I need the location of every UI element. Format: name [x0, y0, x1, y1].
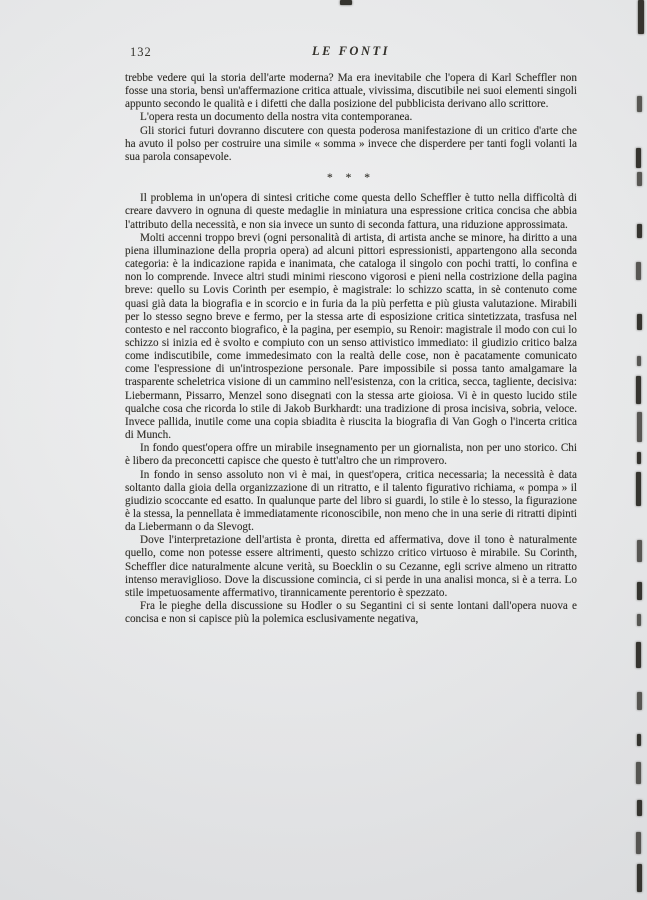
- paragraph: In fondo quest'opera offre un mirabile insegnamento per un giornalista, non per uno storico. Chi è libero da preconcetti capisce che questo è tutt'altro che un rimprovero.: [125, 442, 577, 468]
- scan-artifact: [636, 762, 641, 784]
- scan-artifact: [637, 314, 642, 330]
- scan-artifact: [637, 452, 641, 464]
- paragraph: trebbe vedere qui la storia dell'arte moderna? Ma era inevitabile che l'opera di Karl Scheffler non fosse una storia, bensì un'affermazione critica attuale, vivissima, discutibile nei suoi elementi singoli appunto secondo le qualità e i difetti che dalla posizione del pubblicista derivano allo scrittore.: [125, 72, 577, 111]
- page-header: [125, 44, 577, 59]
- scan-artifact: [636, 148, 641, 168]
- paragraph: Gli storici futuri dovranno discutere con questa poderosa manifestazione di un critico d'arte che ha avuto il polso per costruire una simile « somma » invece che disperdere per tanti fogli volanti la sua parola consapevole.: [125, 124, 577, 163]
- scan-artifact: [340, 0, 352, 5]
- scan-artifact: [637, 412, 642, 442]
- scan-artifact: [636, 472, 641, 506]
- paragraph: Dove l'interpretazione dell'artista è pronta, diretta ed affermativa, dove il tono è naturalmente quello, come non potesse essere altrimenti, questo schizzo critico virtuoso è mirabile. Su Corinth, Scheffler dice naturalmente alcune verità, su Boecklin o su Cezanne, egli scrive almeno un ritratto intenso meraviglioso. Dove la discussione comincia, ci si perde in una analisi monca, si è a terra. Lo stile impetuosamente affermativo, tirannicamente perentorio è spezzato.: [125, 534, 577, 599]
- scan-artifact: [636, 832, 641, 854]
- page-content: [125, 44, 577, 626]
- running-title: LE FONTI: [312, 44, 390, 58]
- scan-artifact: [637, 540, 642, 562]
- scan-artifact: [637, 614, 641, 626]
- paragraph: Molti accenni troppo brevi (ogni personalità di artista, di artista anche se minore, ha diritto a una piena illuminazione della propria opera) ad alcuni pittori espressionisti, appartengono alla seconda categoria: è la indicazione rapida e inanimata, che cataloga il singolo con pochi tratti, lo confina e non lo comprende. Invece altri studi minimi riescono vigorosi e pieni nella costrizione della pagina breve: quello su Lovis Corinth per esempio, è magistrale: lo schizzo scatta, in sè contenuto come quasi già data la biografia e in scorcio e in furia da la più perfetta e più giusta valutazione. Mirabili per lo stesso segno breve e fermo, per la stessa arte di esposizione critica sintetizzata, trasfusa nel contesto e nel racconto biografico, è la pagina, per esempio, su Renoir: magistrale il modo con cui lo schizzo si inizia ed è svolto e compiuto con un senso attivistico immediato: il giudizio critico balza come indiscutibile, come immedesimato con la realtà delle cose, non è pacatamente comunicato come l'espressione di un'introspezione personale. Pare impossibile si possa tanto amalgamare la trasparente scheletrica visione di un cammino nell'esistenza, con la critica, secca, tagliente, decisiva: Liebermann, Pissarro, Menzel sono disegnati con la stessa arte gioiosa. Vi è in questo lucido stile qualche cosa che ricorda lo stile di Jakob Burkhardt: una tradizione di prosa incisiva, sobria, veloce. Invece pallida, inutile come una copia sbiadita è riuscita la biografia di Van Gogh o l'incerta critica di Munch.: [125, 231, 577, 442]
- scan-artifact: [636, 262, 641, 280]
- scan-artifact: [637, 864, 642, 892]
- scan-artifact: [637, 582, 642, 600]
- scan-artifact: [637, 800, 642, 816]
- scan-artifact: [637, 356, 641, 366]
- scan-artifact: [637, 692, 642, 710]
- body-text: [125, 72, 577, 626]
- scan-artifact: [636, 376, 641, 404]
- scan-artifact: [637, 224, 642, 238]
- scan-artifact: [637, 172, 642, 186]
- scan-artifact: [637, 734, 641, 746]
- section-separator: * * *: [327, 172, 375, 185]
- paragraph: Fra le pieghe della discussione su Hodler o su Segantini ci si sente lontani dall'opera nuova e concisa e non si capisce più la polemica esclusivamente negativa,: [125, 600, 577, 626]
- paragraph: L'opera resta un documento della nostra vita contemporanea.: [140, 111, 413, 124]
- scan-artifact: [636, 642, 641, 668]
- paragraph: Il problema in un'opera di sintesi critiche come questa dello Scheffler è tutto nella difficoltà di creare davvero in ognuna di queste medaglie in miniatura una espressione critica concisa che abbia l'attributo della necessità, e non sia invece un sunto di seconda fattura, una riduzione approssimata.: [125, 192, 577, 231]
- page-number: 132: [130, 45, 152, 59]
- scan-artifact: [638, 0, 644, 34]
- paragraph: In fondo in senso assoluto non vi è mai, in quest'opera, critica necessaria; la necessità è data soltanto dalla gioia della organizzazione di un ritratto, e il talento figurativo richiama, « pompa » il giudizio scoccante ed esatto. In qualunque parte del libro si guardi, lo stile è lo stesso, la figurazione è la stessa, la pennellata è immediatamente riconoscibile, non meno che in una serie di ritratti dipinti da Liebermann o da Slevogt.: [125, 468, 577, 534]
- scan-artifact: [637, 96, 642, 112]
